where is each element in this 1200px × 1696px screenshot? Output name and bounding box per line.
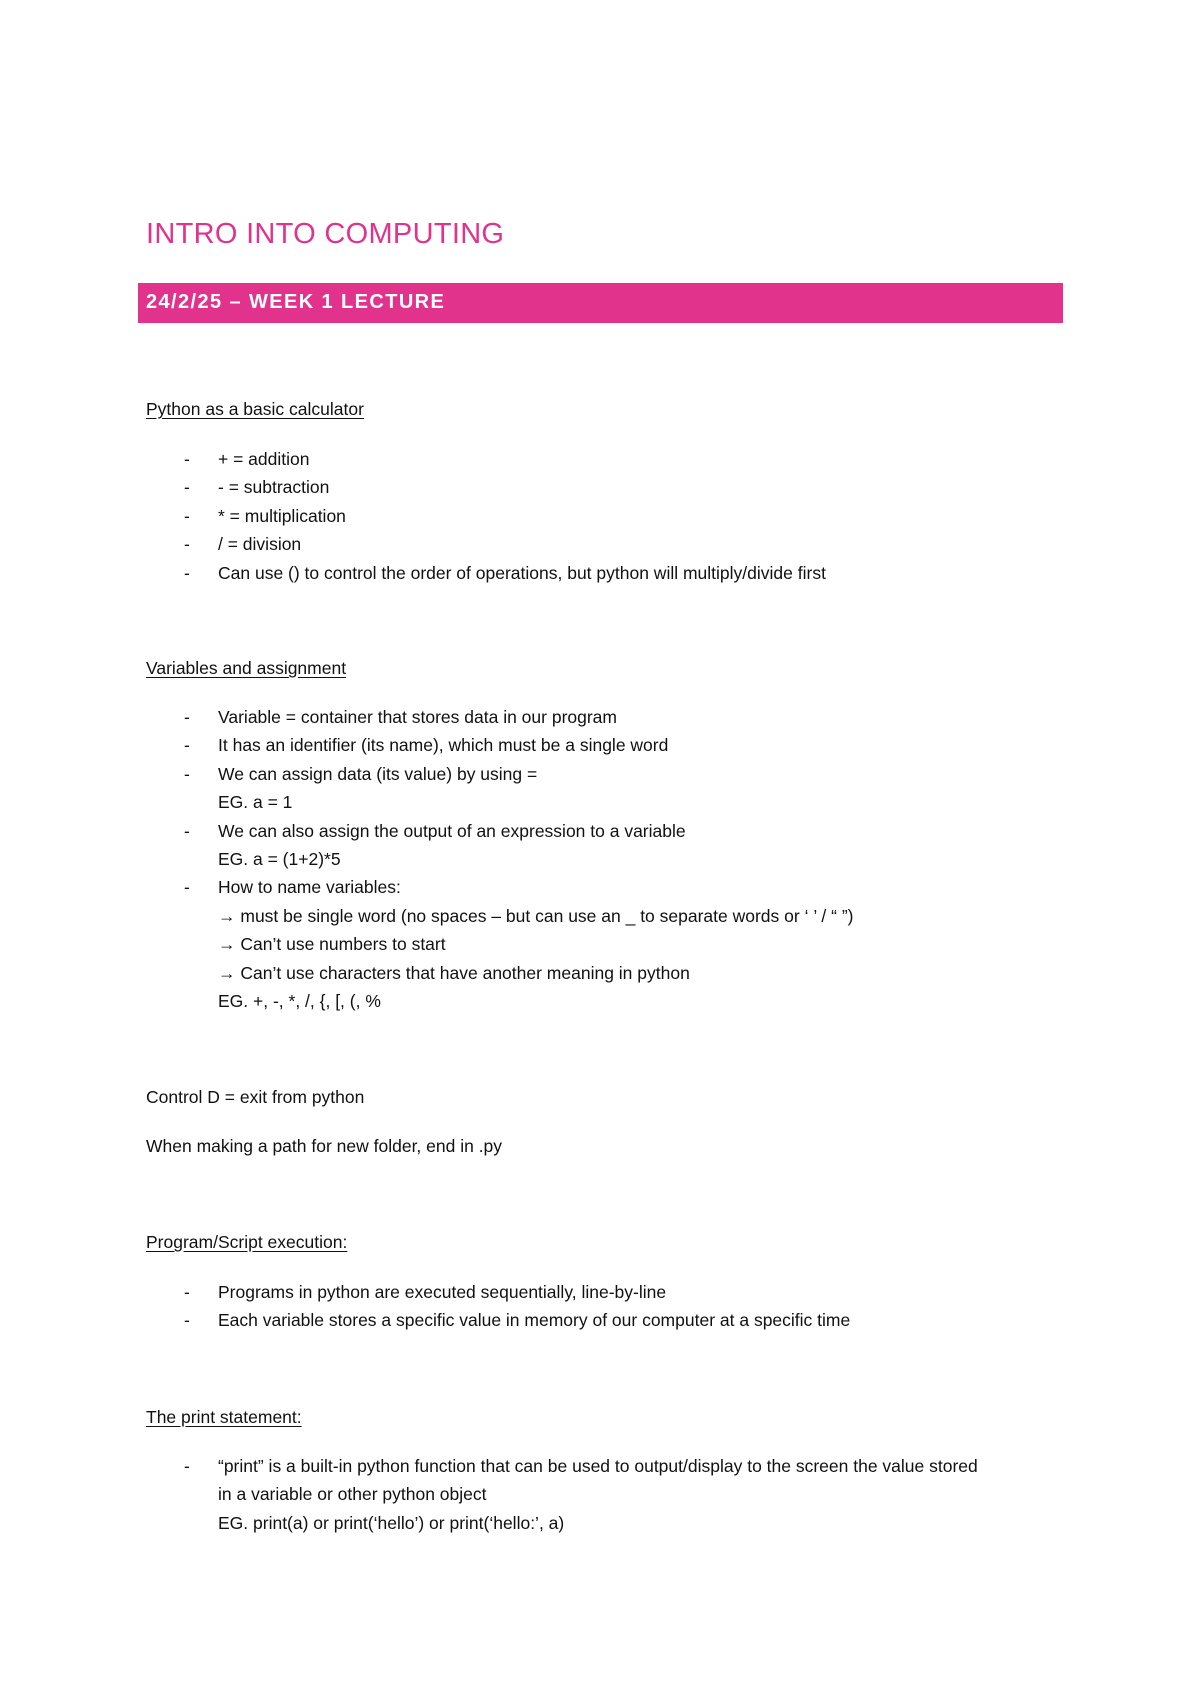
list-item [146, 1306, 1066, 1334]
list-item-text: Each variable stores a specific value in memory of our computer at a specific time [218, 1310, 851, 1331]
page-title: INTRO INTO COMPUTING [146, 218, 505, 250]
list-item [146, 502, 1066, 530]
arrow-sub-item: → must be single word (no spaces – but can use an _ to separate words or ‘ ’ / “ ”) [218, 902, 1066, 930]
section-banner-text: 24/2/25 – WEEK 1 LECTURE [146, 291, 446, 313]
list-item-text: - = subtraction [218, 477, 330, 498]
path-note: When making a path for new folder, end in .py [146, 1136, 503, 1156]
arrow-sub-item: → Can’t use numbers to start [218, 930, 1066, 958]
list-item-text: We can assign data (its value) by using = [218, 763, 538, 784]
bullet-dash: - [184, 735, 190, 756]
execution-heading: Program/Script execution: [146, 1232, 348, 1252]
list-item [146, 1278, 1066, 1306]
example-line: EG. +, -, *, /, {, [, (, % [218, 991, 381, 1012]
list-item [146, 473, 1066, 501]
arrow-sub-item: → Can’t use characters that have another meaning in python [218, 959, 1066, 987]
list-item-text: / = division [218, 534, 302, 555]
list-item [146, 1452, 1066, 1537]
variables-list [146, 703, 1066, 1015]
print-list [146, 1452, 1066, 1537]
section-banner [138, 283, 1063, 323]
list-item-text: “print” is a built-in python function that can be used to output/display to the screen the value stored [218, 1456, 978, 1476]
list-item-text: Programs in python are executed sequentially, line-by-line [218, 1282, 667, 1302]
list-item-text: How to name variables: [218, 877, 401, 898]
list-item [146, 760, 1066, 817]
list-item [146, 703, 1066, 731]
bullet-dash: - [184, 1282, 190, 1302]
calculator-heading: Python as a basic calculator [146, 399, 364, 419]
list-item-text: It has an identifier (its name), which must be a single word [218, 735, 669, 756]
execution-list [146, 1278, 1066, 1335]
bullet-dash: - [184, 505, 190, 526]
list-item-text: Can use () to control the order of operations, but python will multiply/divide first [218, 562, 826, 583]
example-line: EG. a = (1+2)*5 [218, 849, 341, 870]
variables-heading: Variables and assignment [146, 658, 347, 678]
bullet-dash: - [184, 477, 190, 498]
calculator-list [146, 445, 1066, 587]
list-item [146, 873, 1066, 1015]
example-line: EG. a = 1 [218, 792, 293, 813]
list-item [146, 530, 1066, 558]
list-item [146, 559, 1066, 587]
example-line: EG. print(a) or print(‘hello’) or print(‘hello:’, a) [218, 1512, 565, 1533]
bullet-dash: - [184, 534, 190, 555]
bullet-dash: - [184, 877, 190, 898]
bullet-dash: - [184, 562, 190, 583]
bullet-dash: - [184, 1456, 190, 1476]
list-item-text: We can also assign the output of an expression to a variable [218, 820, 686, 841]
list-item [146, 731, 1066, 759]
bullet-dash: - [184, 1310, 190, 1331]
list-item-text: * = multiplication [218, 505, 346, 526]
bullet-dash: - [184, 449, 190, 469]
list-item [146, 445, 1066, 473]
bullet-dash: - [184, 763, 190, 784]
bullet-dash: - [184, 707, 190, 727]
bullet-dash: - [184, 820, 190, 841]
list-item [146, 817, 1066, 874]
list-item-text: Variable = container that stores data in our program [218, 707, 617, 727]
list-item-text: + = addition [218, 449, 310, 469]
list-item-text-continued: in a variable or other python object [218, 1484, 487, 1505]
print-heading: The print statement: [146, 1407, 302, 1427]
control-d-note: Control D = exit from python [146, 1087, 365, 1107]
